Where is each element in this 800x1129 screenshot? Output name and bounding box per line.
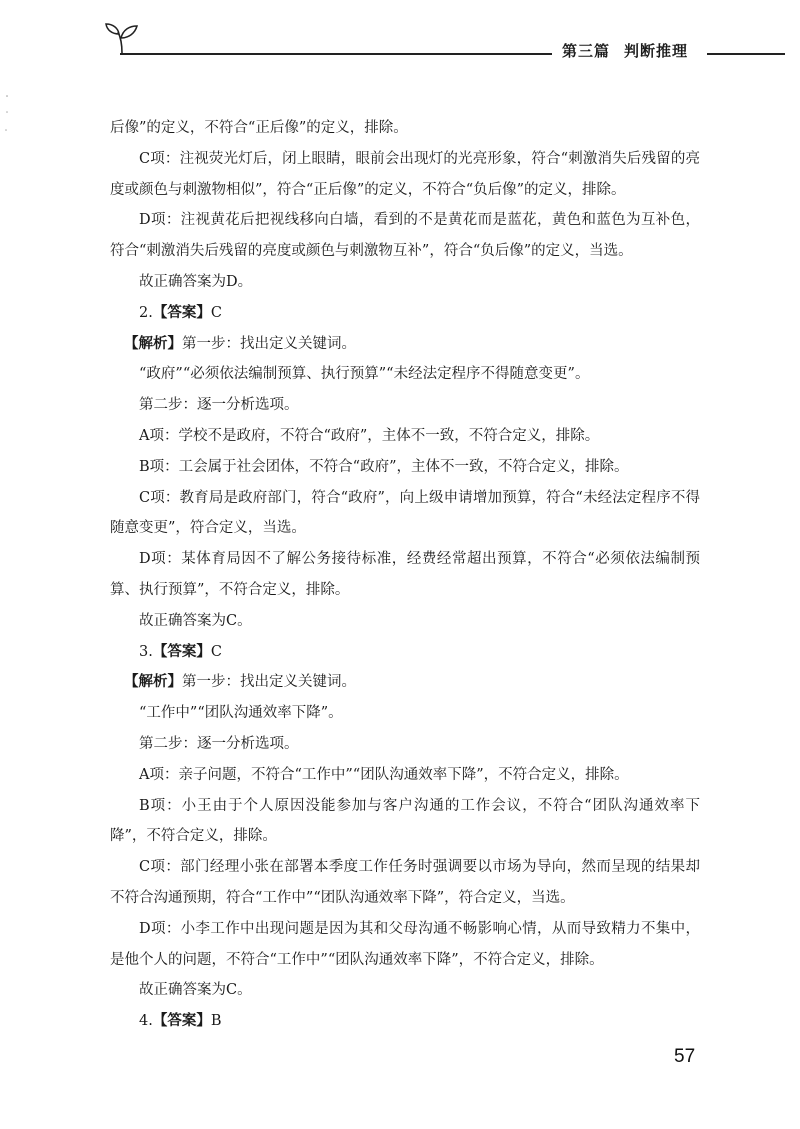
analysis-line: 【解析】第一步：找出定义关键词。 — [124, 674, 356, 691]
paragraph: D项：注视黄花后把视线移向白墙，看到的不是黄花而是蓝花，黄色和蓝色为互补色，符合“刺激消失后残留的亮度或颜色与刺激物互补”，符合“负后像”的定义，当选。 — [110, 212, 700, 260]
page-header — [0, 0, 800, 80]
paragraph: 后像”的定义，不符合“正后像”的定义，排除。 — [110, 120, 408, 136]
paragraph: D项：小李工作中出现问题是因为其和父母沟通不畅影响心情，从而导致精力不集中，是他个人的问题，不符合“工作中”“团队沟通效率下降”，不符合定义，排除。 — [110, 920, 700, 968]
section-number: 第三篇 — [562, 42, 611, 60]
section-name: 判断推理 — [624, 42, 689, 60]
header-rule-right — [707, 53, 785, 55]
analysis-line: 【解析】第一步：找出定义关键词。 — [124, 335, 356, 352]
header-rule-left — [120, 53, 552, 55]
paragraph: A项：学校不是政府，不符合“政府”，主体不一致，不符合定义，排除。 — [139, 427, 600, 444]
paragraph: B项：小王由于个人原因没能参加与客户沟通的工作会议，不符合“团队沟通效率下降”，不符合定义，排除。 — [110, 797, 700, 845]
sprout-icon — [104, 20, 144, 56]
answer-line: 2.【答案】C — [139, 304, 222, 321]
paragraph: 第二步：逐一分析选项。 — [139, 735, 299, 752]
paragraph: “政府”“必须依法编制预算、执行预算”“未经法定程序不得随意变更”。 — [139, 366, 590, 383]
paragraph: C项：教育局是政府部门，符合“政府”，向上级申请增加预算，符合“未经法定程序不得随意变更”，符合定义，当选。 — [110, 489, 700, 537]
paragraph: 故正确答案为C。 — [139, 982, 252, 999]
paragraph: 故正确答案为D。 — [139, 273, 253, 290]
paragraph: C项：部门经理小张在部署本季度工作任务时强调要以市场为导向，然而呈现的结果却不符合沟通预期，符合“工作中”“团队沟通效率下降”，符合定义，当选。 — [110, 859, 700, 906]
paragraph: C项：注视荧光灯后，闭上眼睛，眼前会出现灯的光亮形象，符合“刺激消失后残留的亮度或颜色与刺激物相似”，符合“正后像”的定义，不符合“负后像”的定义，排除。 — [110, 150, 700, 198]
paragraph: 故正确答案为C。 — [139, 612, 252, 629]
paragraph: A项：亲子问题，不符合“工作中”“团队沟通效率下降”，不符合定义，排除。 — [139, 766, 629, 783]
page-number: 57 — [674, 1046, 696, 1067]
paragraph: B项：工会属于社会团体，不符合“政府”，主体不一致，不符合定义，排除。 — [139, 458, 629, 475]
paragraph: 第二步：逐一分析选项。 — [139, 397, 299, 414]
page-content — [110, 113, 700, 1037]
answer-line: 4.【答案】B — [139, 1013, 222, 1030]
answer-line: 3.【答案】C — [139, 643, 222, 660]
section-title — [562, 40, 688, 61]
scan-margin-marks — [4, 90, 10, 160]
paragraph: D项：某体育局因不了解公务接待标准，经费经常超出预算，不符合“必须依法编制预算、执行预算”，不符合定义，排除。 — [110, 551, 700, 598]
paragraph: “工作中”“团队沟通效率下降”。 — [139, 705, 343, 722]
